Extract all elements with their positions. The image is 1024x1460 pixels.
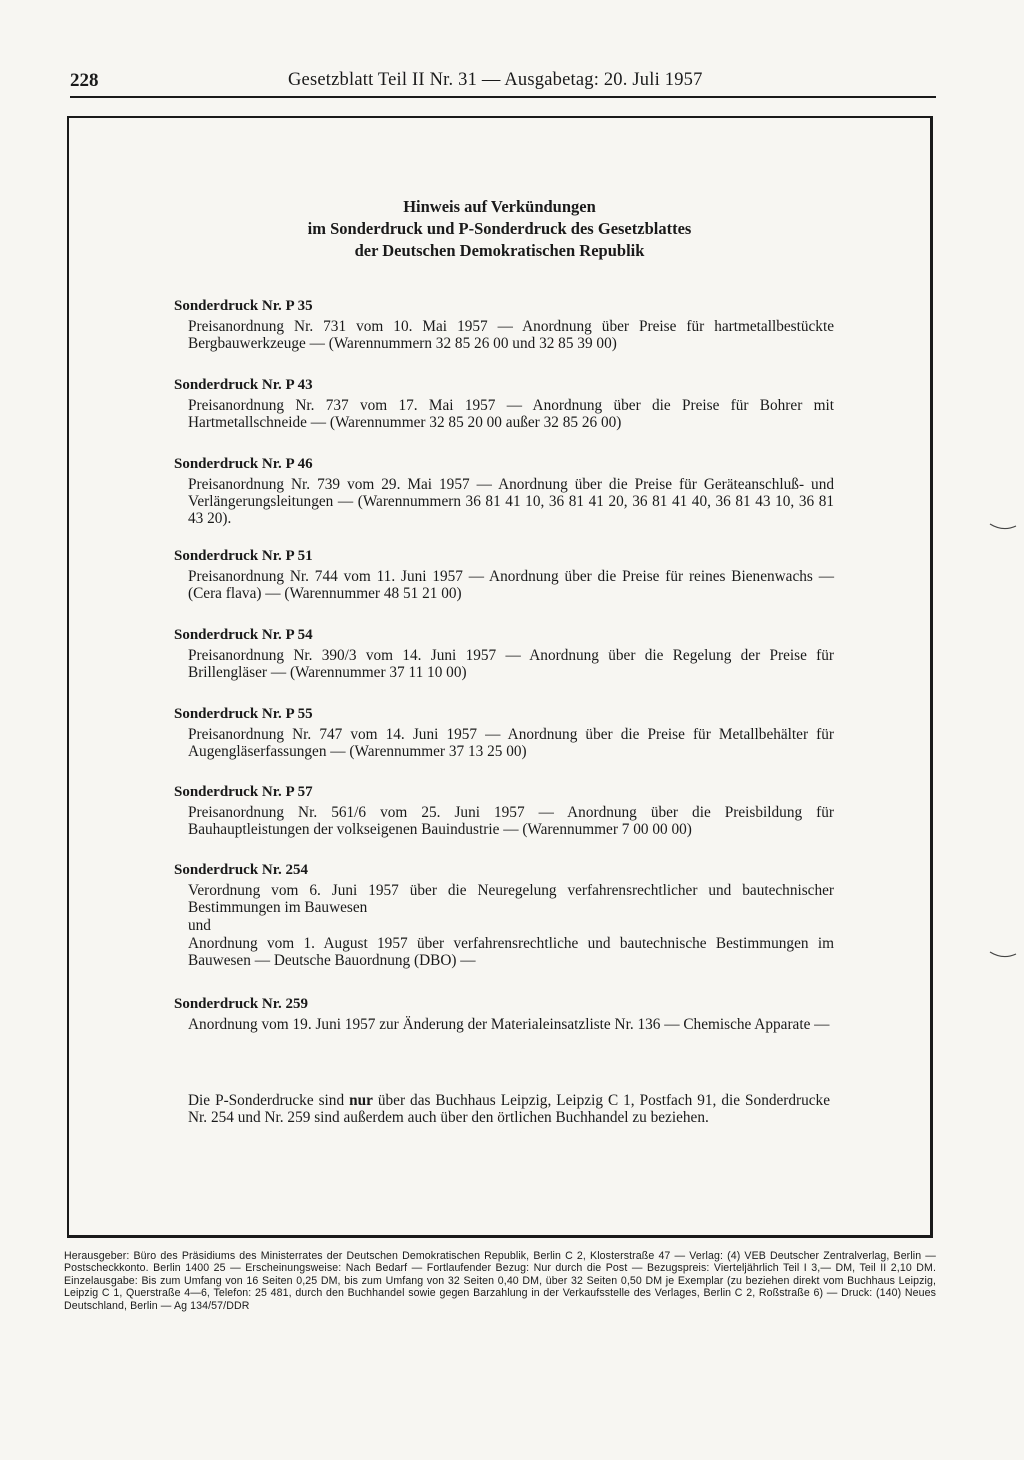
entry-text [188, 804, 834, 838]
running-head: Gesetzblatt Teil II Nr. 31 — Ausgabetag: 20. Juli 1957 [288, 70, 703, 90]
entry-heading: Sonderdruck Nr. P 35 [174, 298, 313, 314]
entry-paragraph: und [188, 917, 211, 934]
entry-p54 [174, 625, 834, 681]
margin-mark [988, 950, 1018, 960]
entry-p57 [174, 782, 834, 838]
entry-paragraph: Verordnung vom 6. Juni 1957 über die Neuregelung verfahrensrechtlicher und bautechnischer Bestimmungen im Bauwesen [188, 882, 834, 916]
entry-paragraph: Anordnung vom 19. Juni 1957 zur Änderung der Materialeinsatzliste Nr. 136 — Chemische Apparate — [188, 1016, 830, 1033]
closing-note [188, 1092, 830, 1126]
closing-after: über das Buchhaus Leipzig, Leipzig C 1, Postfach 91, die Sonderdrucke Nr. 254 und Nr. 259 sind außerdem auch über den örtlichen Buchhandel zu beziehen. [188, 1092, 830, 1126]
entry-text [188, 726, 834, 760]
entry-text [188, 647, 834, 681]
entry-heading: Sonderdruck Nr. P 54 [174, 627, 313, 643]
entry-p55 [174, 704, 834, 760]
entry-paragraph: Anordnung vom 1. August 1957 über verfahrensrechtliche und bautechnische Bestimmungen im Bauwesen — Deutsche Bauordnung (DBO) — [188, 935, 834, 969]
page-number: 228 [70, 70, 99, 91]
notice-title-line: im Sonderdruck und P-Sonderdruck des Gesetzblattes [307, 219, 692, 238]
entry-heading: Sonderdruck Nr. P 43 [174, 377, 313, 393]
closing-before: Die P-Sonderdrucke sind [188, 1092, 350, 1109]
entry-p35 [174, 296, 834, 352]
entry-paragraph: Preisanordnung Nr. 737 vom 17. Mai 1957 — Anordnung über die Preise für Bohrer mit Hartmetallschneide — (Warennummer 32 85 20 00 außer 32 85 26 00) [188, 397, 834, 431]
margin-mark [988, 522, 1018, 532]
notice-title-line: Hinweis auf Verkündungen [403, 197, 596, 216]
entry-paragraph: Preisanordnung Nr. 739 vom 29. Mai 1957 — Anordnung über die Preise für Geräteanschluß- und Verlängerungsleitungen — (Warennummern 36 81 41 10, 36 81 41 20, 36 81 41 40, 36 81 43 10, 36 81 43 20). [188, 476, 834, 527]
entry-text [188, 1016, 834, 1033]
entry-text [188, 882, 834, 969]
running-header [70, 70, 936, 98]
entry-text [188, 397, 834, 431]
entry-254 [174, 860, 834, 969]
entry-text [188, 318, 834, 352]
entry-p46 [174, 454, 834, 527]
notice-box [67, 116, 933, 1238]
entry-paragraph: Preisanordnung Nr. 390/3 vom 14. Juni 1957 — Anordnung über die Regelung der Preise für Brillengläser — (Warennummer 37 11 10 00) [188, 647, 834, 681]
notice-title-line: der Deutschen Demokratischen Republik [354, 241, 645, 260]
entry-paragraph: Preisanordnung Nr. 731 vom 10. Mai 1957 — Anordnung über Preise für hartmetallbestückte Bergbauwerkzeuge — (Warennummern 32 85 26 00 und 32 85 39 00) [188, 318, 834, 352]
entry-heading: Sonderdruck Nr. 259 [174, 996, 309, 1012]
entry-heading: Sonderdruck Nr. P 57 [174, 784, 313, 800]
entry-paragraph: Preisanordnung Nr. 561/6 vom 25. Juni 1957 — Anordnung über die Preisbildung für Bauhauptleistungen der volkseigenen Bauindustrie — (Warennummer 7 00 00 00) [188, 804, 834, 838]
imprint: Herausgeber: Büro des Präsidiums des Ministerrates der Deutschen Demokratischen Republik, Berlin C 2, Klosterstraße 47 — Verlag: (4) VEB Deutscher Zentralverlag, Berlin — Postscheckkonto. Berlin 1400 25 — Erscheinungsweise: Nach Bedarf — Fortlaufender Bezug: Nur durch die Post — Bezugspreis: Vierteljährlich Teil I 3,— DM, Teil II 2,10 DM. Einzelausgabe: Bis zum Umfang von 16 Seiten 0,25 DM, bis zum Umfang von 32 Seiten 0,40 DM, über 32 Seiten 0,50 DM je Exemplar (zu beziehen direkt vom Buchhaus Leipzig, Leipzig C 1, Querstraße 4—6, Telefon: 25 481, durch den Buchhandel sowie gegen Barzahlung in der Verkaufsstelle des Verlages, Berlin C 2, Roßstraße 6) — Druck: (140) Neues Deutschland, Berlin — Ag 134/57/DDR [64, 1250, 936, 1312]
entry-paragraph: Preisanordnung Nr. 744 vom 11. Juni 1957 — Anordnung über die Preise für reines Bienenwachs — (Cera flava) — (Warennummer 48 51 21 00) [188, 568, 834, 602]
closing-emphasis: nur [349, 1092, 373, 1109]
entry-p43 [174, 375, 834, 431]
entry-p51 [174, 546, 834, 602]
entry-259 [174, 994, 834, 1033]
notice-title [69, 196, 930, 262]
entry-heading: Sonderdruck Nr. P 55 [174, 706, 313, 722]
entry-text [188, 568, 834, 602]
entry-heading: Sonderdruck Nr. 254 [174, 862, 309, 878]
entry-paragraph: Preisanordnung Nr. 747 vom 14. Juni 1957 — Anordnung über die Preise für Metallbehälter für Augengläserfassungen — (Warennummer 37 13 25 00) [188, 726, 834, 760]
entry-heading: Sonderdruck Nr. P 46 [174, 456, 313, 472]
entry-heading: Sonderdruck Nr. P 51 [174, 548, 313, 564]
entry-text [188, 476, 834, 527]
